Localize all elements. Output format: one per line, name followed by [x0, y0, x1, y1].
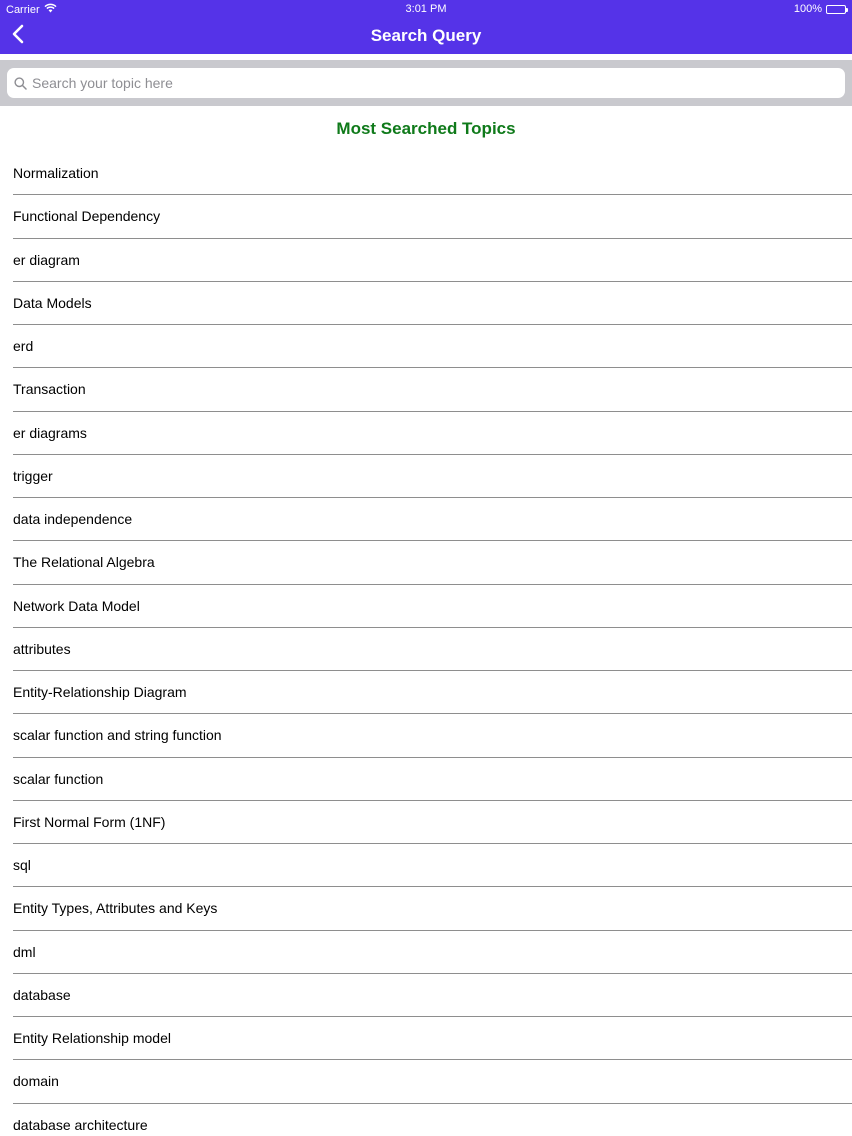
- topic-label: scalar function and string function: [13, 727, 222, 744]
- topic-label: scalar function: [13, 770, 104, 787]
- carrier-info: [6, 3, 57, 16]
- topic-list-item[interactable]: [13, 671, 852, 714]
- topic-label: database: [13, 986, 71, 1003]
- topic-label: Transaction: [13, 381, 86, 398]
- status-bar: [0, 0, 852, 18]
- topic-list-item[interactable]: [13, 455, 852, 498]
- topic-label: Normalization: [13, 165, 99, 182]
- topic-list-item[interactable]: [13, 887, 852, 930]
- topic-label: database architecture: [13, 1116, 148, 1133]
- topic-label: Data Models: [13, 294, 92, 311]
- topic-label: Entity-Relationship Diagram: [13, 684, 187, 701]
- topic-label: Network Data Model: [13, 597, 140, 614]
- topic-list-item[interactable]: [13, 1104, 852, 1136]
- topic-list-item[interactable]: [13, 152, 852, 195]
- topic-label: sql: [13, 857, 31, 874]
- topic-label: The Relational Algebra: [13, 554, 155, 571]
- topic-list-item[interactable]: [13, 412, 852, 455]
- topic-list: [0, 152, 852, 1136]
- topic-list-item[interactable]: [13, 585, 852, 628]
- topic-label: attributes: [13, 640, 71, 657]
- topic-list-item[interactable]: [13, 628, 852, 671]
- topic-list-item[interactable]: [13, 282, 852, 325]
- topic-label: Functional Dependency: [13, 208, 161, 225]
- search-box[interactable]: [7, 68, 845, 98]
- topic-label: domain: [13, 1073, 59, 1090]
- battery-icon: [826, 5, 846, 14]
- carrier-label: Carrier: [6, 3, 40, 16]
- topic-list-item[interactable]: [13, 1017, 852, 1060]
- topic-label: er diagrams: [13, 424, 87, 441]
- topic-list-item[interactable]: [13, 714, 852, 757]
- topic-list-item[interactable]: [13, 541, 852, 584]
- topic-list-item[interactable]: [13, 498, 852, 541]
- search-icon: [14, 76, 28, 90]
- topic-label: er diagram: [13, 251, 80, 268]
- topic-label: Entity Types, Attributes and Keys: [13, 900, 218, 917]
- navigation-bar: [0, 18, 852, 54]
- section-title: Most Searched Topics: [336, 119, 516, 138]
- page-title: Search Query: [370, 26, 482, 45]
- back-button[interactable]: [4, 22, 32, 50]
- search-bar: [0, 60, 852, 106]
- topic-label: data independence: [13, 511, 133, 528]
- topic-list-item[interactable]: [13, 325, 852, 368]
- topic-label: erd: [13, 338, 34, 355]
- topic-list-item[interactable]: [13, 758, 852, 801]
- topic-list-item[interactable]: [13, 931, 852, 974]
- status-time: 3:01 PM: [405, 3, 447, 15]
- topic-list-item[interactable]: [13, 195, 852, 238]
- battery-status: [794, 3, 846, 15]
- topic-list-item[interactable]: [13, 239, 852, 282]
- topic-list-item[interactable]: [13, 801, 852, 844]
- topic-list-item[interactable]: [13, 974, 852, 1017]
- battery-percent: 100%: [793, 3, 822, 15]
- wifi-icon: [44, 3, 57, 16]
- topic-list-item[interactable]: [13, 844, 852, 887]
- topic-label: First Normal Form (1NF): [13, 813, 166, 830]
- topic-list-item[interactable]: [13, 368, 852, 411]
- search-input[interactable]: [32, 75, 832, 91]
- chevron-left-icon: [12, 24, 24, 49]
- topic-list-item[interactable]: [13, 1060, 852, 1103]
- topic-label: trigger: [13, 467, 53, 484]
- topic-label: Entity Relationship model: [13, 1030, 171, 1047]
- topic-label: dml: [13, 943, 36, 960]
